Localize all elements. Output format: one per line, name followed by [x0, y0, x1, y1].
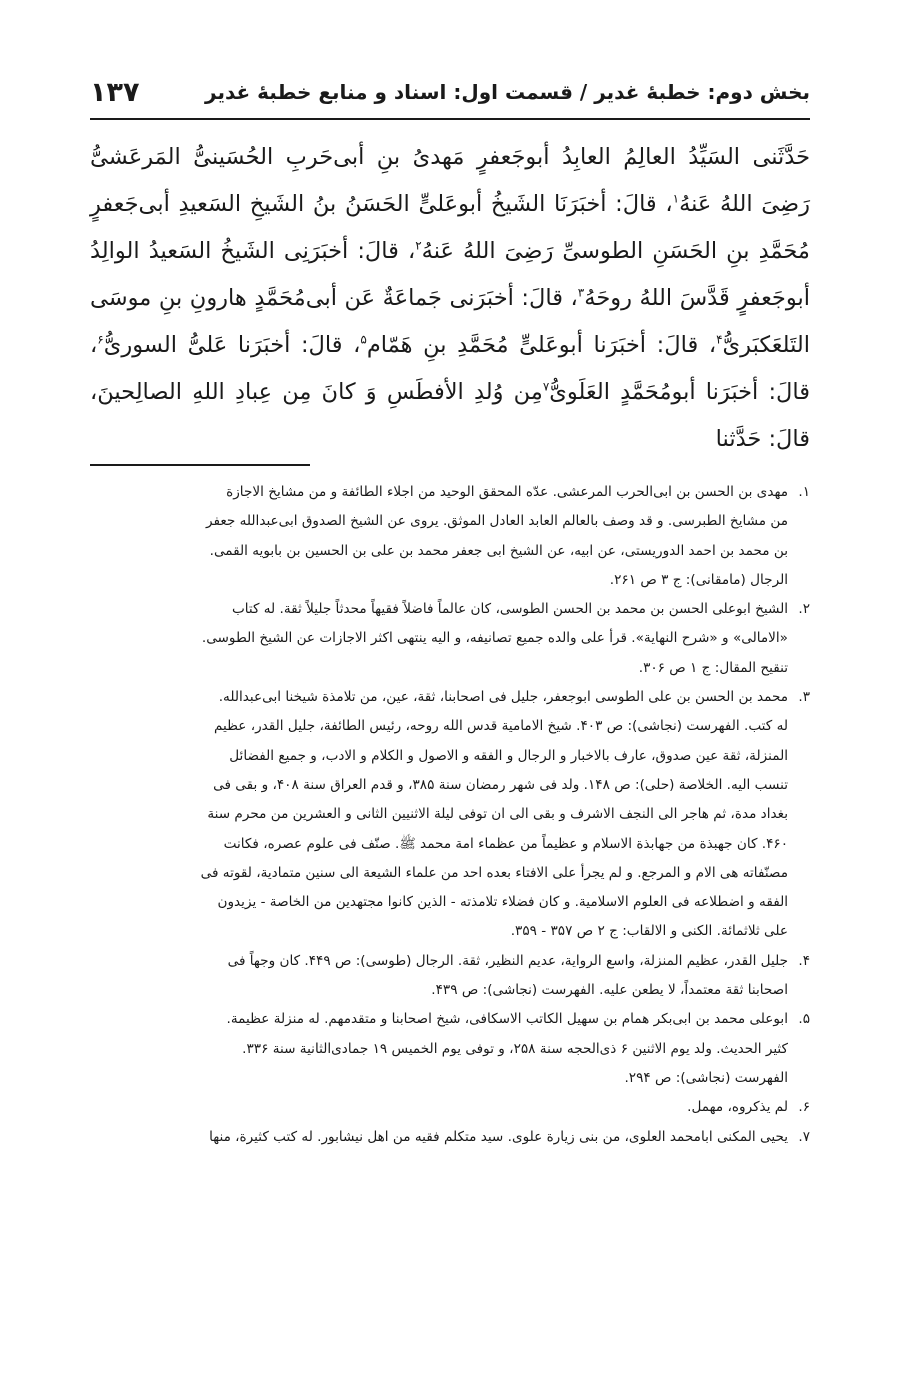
- running-title: بخش دوم: خطبهٔ غدیر / قسمت اول: اسناد و منابع خطبهٔ غدیر: [205, 80, 810, 104]
- text-segment: ، قالَ: أخبَرَنی جَماعَةٌ عَن أبی‌مُحَمَّدٍ هارونِ بنِ موسَی: [90, 285, 578, 311]
- page-number: ۱۳۷: [90, 76, 140, 108]
- text-segment: مِن وُلدِ الأفطَسِ وَ کانَ مِن عِبادِ اللهِ الصالِحینَ، قالَ: حَدَّثنا: [90, 379, 810, 452]
- footnote-line: ۴۶۰. کان جهبذة من جهابذة الاسلام و عظیماً من عظماء امة محمد ﷺ. صنّف فی علوم عصره، فکانت: [223, 835, 788, 852]
- footnote-line: الفقه و اضطلاعه فی العلوم الاسلامیة. و کان فضلاء تلامذته - الذین کانوا مجتهدین من الخاصة - یزیدون: [217, 894, 788, 911]
- footnote-6: [90, 1093, 810, 1122]
- footnote-line: ابوعلی محمد بن ابی‌بکر همام بن سهیل الکاتب الاسکافی، شیخ اصحابنا و متقدمهم. له منزلة عظیمة.: [226, 1011, 788, 1028]
- text-segment: ، قالَ: أخبَرَنِی الشَیخُ السَعیدُ الوالِدُ: [90, 238, 416, 264]
- footnote-ref: ۲: [415, 238, 422, 253]
- main-text: [90, 134, 810, 463]
- page-header: [90, 70, 810, 120]
- text-segment: أبی‌جَعفرٍ مُحَمَّدِ بنِ الحَسَنِ الطوسیِّ رَضِیَ اللهُ عَنهُ: [90, 191, 810, 264]
- footnote-line: الرجال (مامقانی): ج ۳ ص ۲۶۱.: [609, 571, 788, 588]
- footnote-line: من مشایخ الطبرسی. و قد وصف بالعالم العابد العادل الموثق. یروی عن الشیخ الصدوق ابی‌عبدالله جعفر: [205, 513, 788, 530]
- text-segment: حَدَّثَنی السَیِّدُ العالِمُ العابِدُ أبوجَعفرٍ مَهدیُ بنِ أبی‌حَربِ الحُسَینیُّ المَرعَشیُّ: [90, 144, 810, 170]
- footnote-ref: ۶: [97, 332, 104, 347]
- footnote-text: [90, 478, 788, 595]
- footnote-text: [90, 1123, 788, 1152]
- footnote-number: ۶.: [798, 1099, 810, 1116]
- footnote-line: الشیخ ابوعلی الحسن بن محمد بن الحسن الطوسی، کان عالماً فاضلاً فقیهاً محدثاً جلیلاً ثقة. له کتاب: [231, 601, 788, 618]
- text-segment: رَضِیَ اللهُ عَنهُ: [679, 191, 810, 217]
- footnote-ref: ۳: [577, 285, 585, 300]
- footnote-text: [90, 683, 788, 947]
- footnote-line: مهدی بن الحسن بن ابی‌الحرب المرعشی. عدّه المحقق الوحید من اجلاء الطائفة و من مشایخ الاجازة: [226, 484, 788, 500]
- footnote-ref: ۴: [716, 332, 723, 347]
- footnote-ref: ۵: [360, 332, 367, 347]
- footnote-text: [90, 1005, 788, 1093]
- footnote-7: [90, 1123, 810, 1152]
- footnote-number: ۴.: [798, 952, 810, 969]
- footnote-line: لم یذکروه، مهمل.: [687, 1099, 788, 1116]
- footnote-line: محمد بن الحسن بن علی الطوسی ابوجعفر، جلیل فی اصحابنا، ثقة، عین، من تلامذة شیخنا ابی‌عبدالله.: [218, 689, 788, 706]
- footnote-number: ۳.: [798, 689, 810, 706]
- footnote-2: [90, 595, 810, 683]
- footnote-text: [90, 947, 788, 1006]
- footnote-line: «الامالی» و «شرح النهایة». قرأ علی والده جمیع تصانیفه، و الیه ینتهی اکثر الاجازات عن الشیخ الطوسی.: [201, 630, 788, 647]
- footnote-line: تنقیح المقال: ج ۱ ص ۳۰۶.: [638, 659, 788, 676]
- main-paragraph: [90, 134, 810, 463]
- footnote-line: بغداد مدة، ثم هاجر الی النجف الاشرف و بقی الی ان توفی لیلة الاثنیین الثانی و العشرین من محرم سنة: [207, 806, 788, 823]
- footnote-line: المنزلة، ثقة عین صدوق، عارف بالاخبار و الرجال و الفقه و الاصول و الکلام و الادب، و جمیع الفضائل: [229, 747, 788, 764]
- footnote-number: ۱.: [798, 484, 810, 500]
- footnote-separator: [90, 464, 310, 466]
- footnote-number: ۵.: [798, 1011, 810, 1028]
- footnote-line: کثیر الحدیث. ولد یوم الاثنین ۶ ذی‌الحجه سنة ۲۵۸، و توفی یوم الخمیس ۱۹ جمادی‌الثانیة سنة ۳۳۶.: [242, 1040, 788, 1057]
- text-segment: ، قالَ: أخبَرَنا أبوعَلیٍّ مُحَمَّدِ بنِ هَمّام: [366, 332, 717, 358]
- footnotes: [90, 478, 810, 1152]
- footnote-ref: ۷: [542, 379, 550, 394]
- footnote-line: مصنّفاته هی الام و المرجع. و لم یجرأ علی الافتاء بعده احد من علماء الشیعة الی سنین متمادیة، لقوته فی: [200, 864, 788, 881]
- footnote-number: ۷.: [798, 1128, 810, 1145]
- footnote-line: یحیی المکنی ابامحمد العلوی، من بنی زیارة علوی. سید متکلم فقیه من اهل نیشابور. له کتب کثیرة، منها: [209, 1128, 788, 1145]
- footnote-text: [90, 595, 788, 683]
- text-segment: ، قالَ: أخبَرَنا عَلیُّ السوریُّ: [103, 332, 361, 358]
- footnote-number: ۲.: [798, 601, 810, 618]
- text-segment: ، قالَ: أخبَرَنَا الشَیخُ أبوعَلیٍّ الحَسَنُ بنُ الشَیخِ السَعیدِ: [178, 191, 673, 217]
- footnote-1: [90, 478, 810, 595]
- footnote-line: اصحابنا ثقة معتمداً، لا یطعن علیه. الفهرست (نجاشی): ص ۴۳۹.: [431, 982, 788, 999]
- text-segment: أبوجَعفرٍ قَدَّسَ اللهُ روحَهُ: [584, 285, 810, 311]
- footnote-ref: ۱: [672, 191, 680, 206]
- text-segment: التَلعَکبَریُّ: [722, 332, 810, 358]
- text-segment: ، قالَ:: [90, 332, 810, 405]
- footnote-5: [90, 1005, 810, 1093]
- footnote-line: بن محمد بن احمد الدوریستی، عن ابیه، عن الشیخ ابی جعفر محمد بن علی بن الحسین بن بابویه القمی.: [209, 542, 788, 559]
- footnote-line: الفهرست (نجاشی): ص ۲۹۴.: [624, 1069, 788, 1086]
- footnote-3: [90, 683, 810, 947]
- footnote-line: جلیل القدر، عظیم المنزلة، واسع الروایة، عدیم النظیر، ثقة. الرجال (طوسی): ص ۴۴۹. کان وجهاً فی: [227, 952, 788, 969]
- footnote-line: علی ثلاثمائة. الکنی و الالقاب: ج ۲ ص ۳۵۷ - ۳۵۹.: [510, 923, 788, 940]
- footnote-line: له کتب. الفهرست (نجاشی): ص ۴۰۳. شیخ الامامیة قدس الله روحه، رئیس الطائفة، جلیل القدر، عظیم: [213, 718, 788, 735]
- footnote-text: [90, 1093, 788, 1122]
- footnote-line: تنسب الیه. الخلاصة (حلی): ص ۱۴۸. ولد فی شهر رمضان سنة ۳۸۵، و قدم العراق سنة ۴۰۸، و بقی فی: [213, 776, 788, 793]
- footnote-4: [90, 947, 810, 1006]
- text-segment: أخبَرَنا أبومُحَمَّدٍ العَلَویُّ: [549, 379, 759, 405]
